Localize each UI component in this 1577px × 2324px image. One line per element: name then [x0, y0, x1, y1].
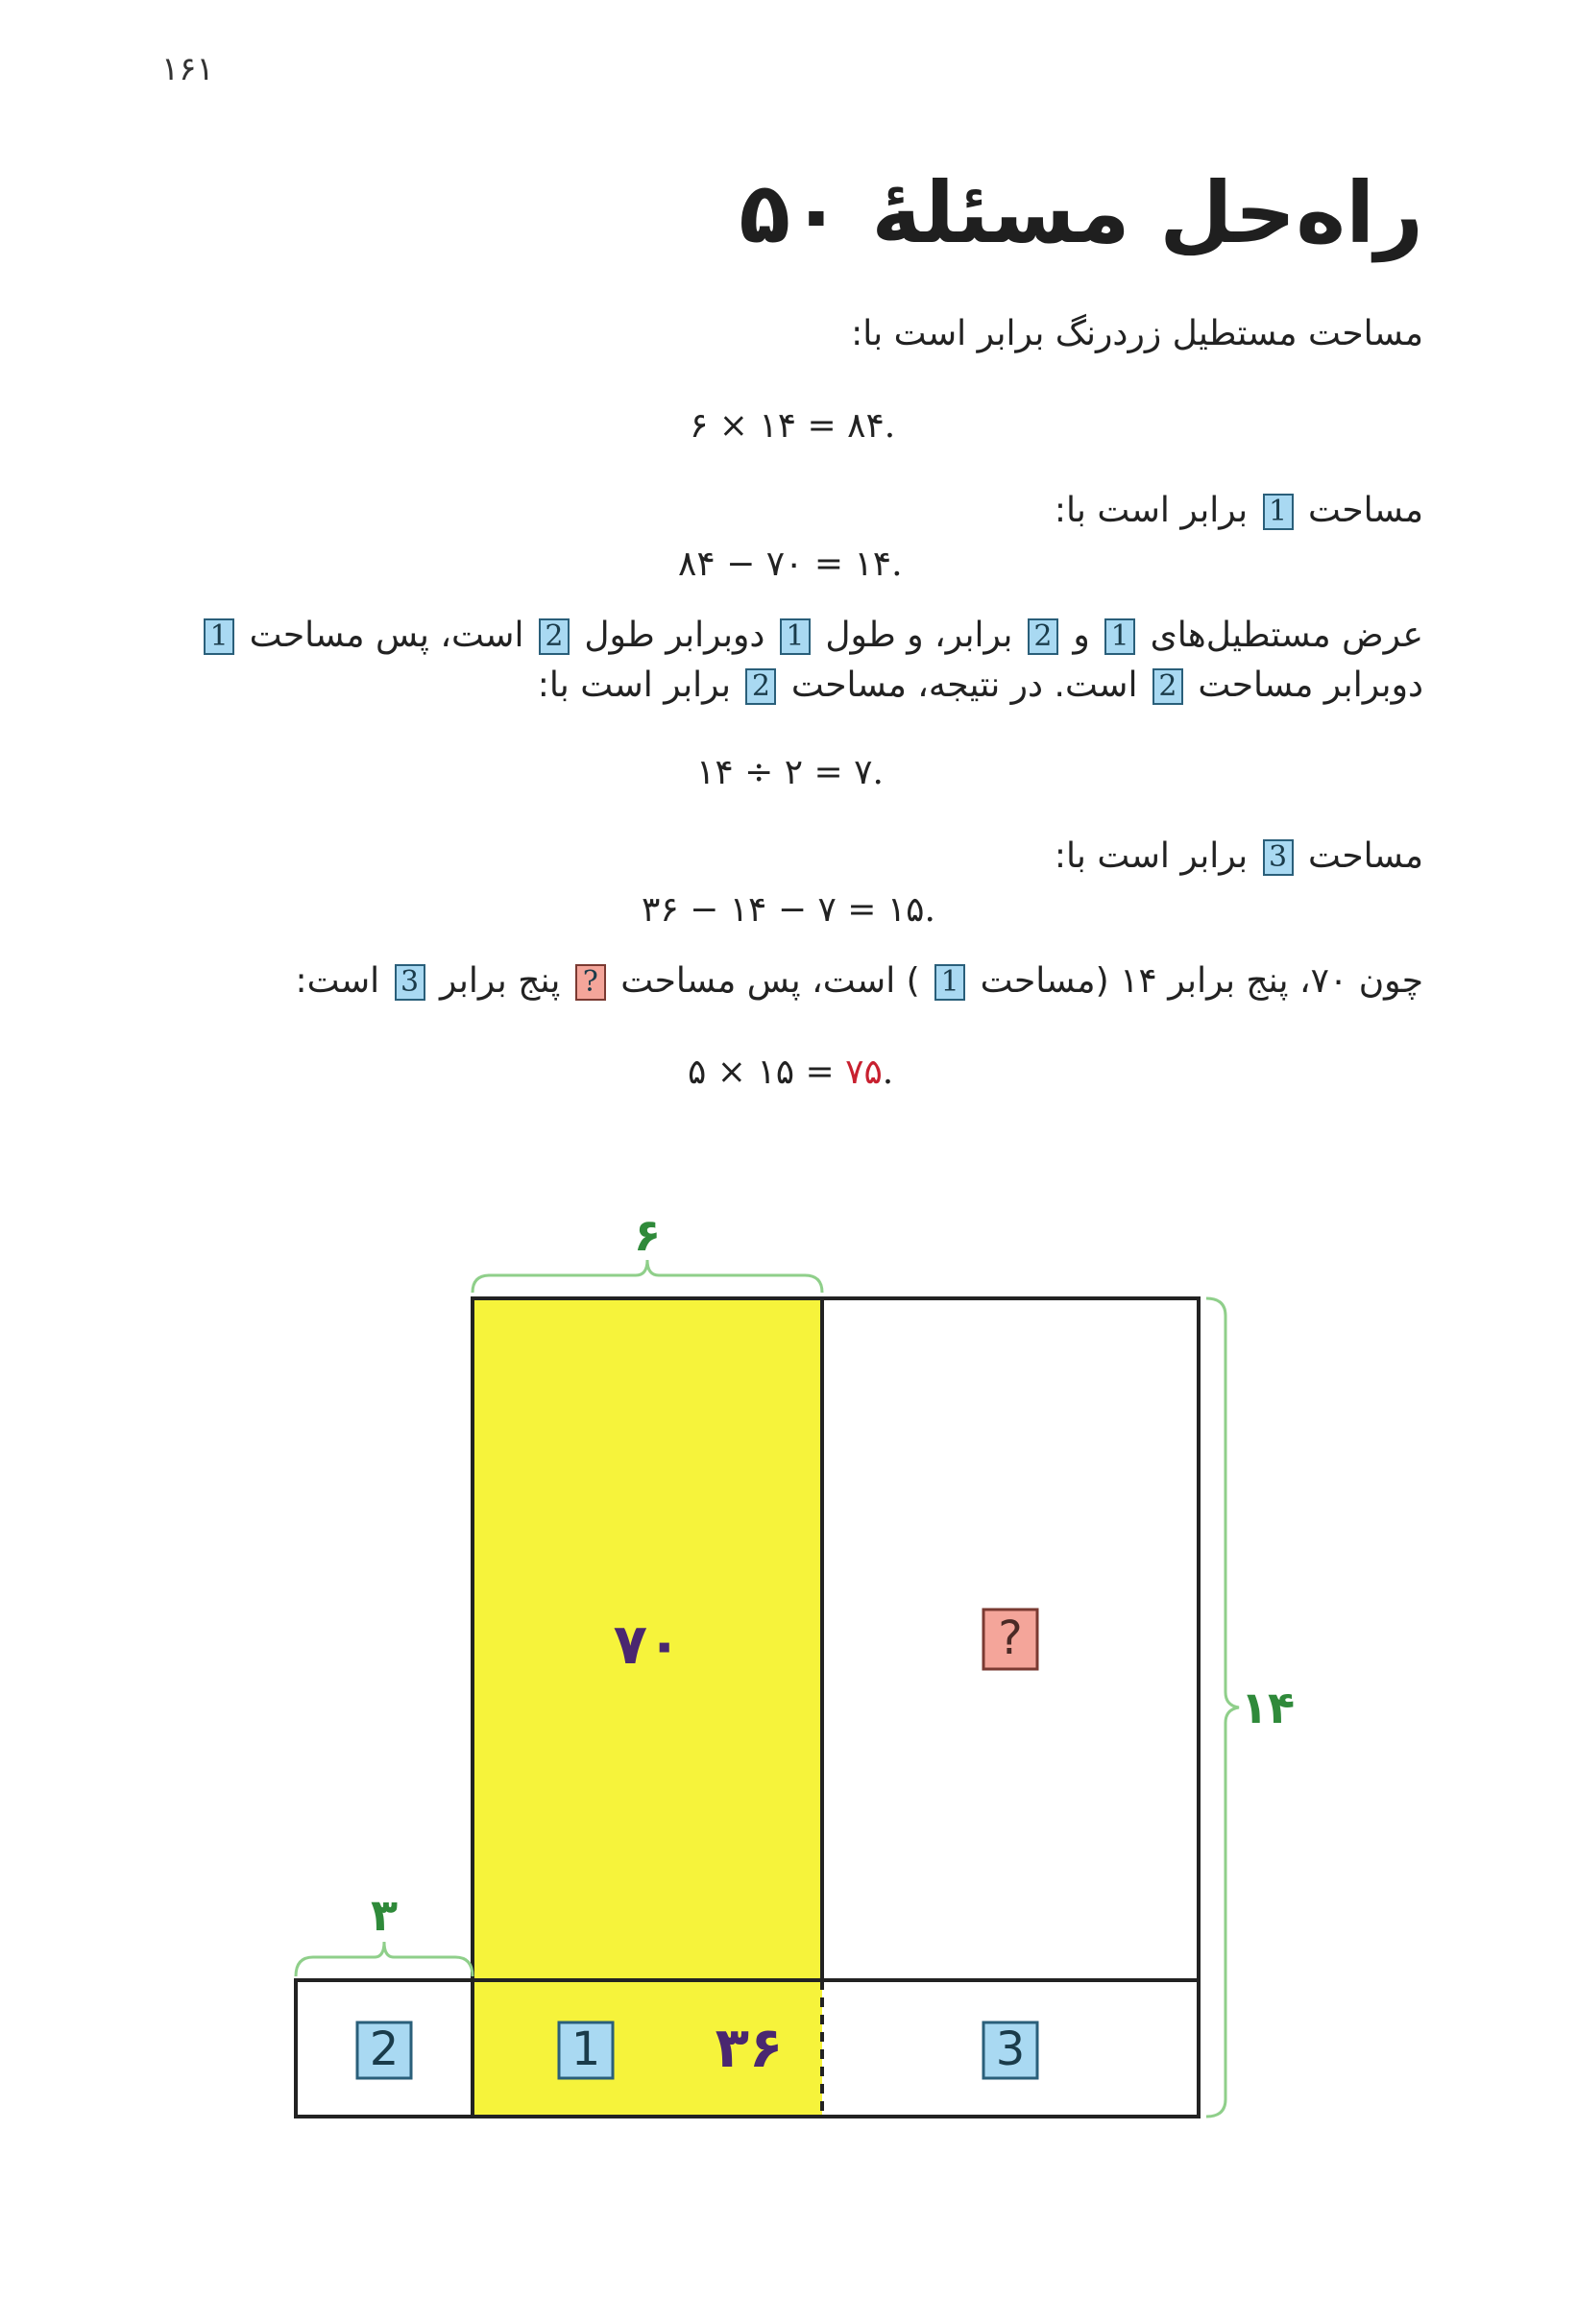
equation-3: ۱۴ ÷ ۲ = ۷. [696, 753, 884, 792]
text-equals: برابر است با: [537, 666, 731, 705]
text-double-area: دوبرابر مساحت [1198, 666, 1423, 705]
text-therefore: است. در نتیجه، مساحت [790, 666, 1138, 705]
box-two: 2 [539, 618, 570, 655]
box-three: 3 [1263, 839, 1294, 876]
figure-box-1-label: 1 [570, 2022, 601, 2076]
box-two: 2 [1028, 618, 1058, 655]
brace-width [473, 1260, 822, 1293]
box-one: 1 [204, 618, 234, 655]
label-strip-area: ۳۶ [715, 2015, 784, 2080]
box-one: 1 [1263, 494, 1294, 530]
page-number: ۱۶۱ [161, 50, 214, 88]
equation-5-end: . [882, 1053, 894, 1092]
brace-height [1206, 1298, 1239, 2117]
label-height: ۱۴ [1240, 1682, 1296, 1733]
equation-5-lhs: ۵ × ۱۵ = [688, 1053, 846, 1092]
label-small: ۳ [370, 1889, 399, 1941]
equation-2: ۸۴ − ۷۰ = ۱۴. [678, 545, 903, 584]
brace-small [296, 1942, 473, 1976]
text-yellow-area: مساحت مستطیل زردرنگ برابر است با: [851, 314, 1423, 353]
text-five-times: پنج برابر [440, 961, 561, 1001]
label-width: ۶ [633, 1209, 662, 1261]
figure-box-question-label: ? [998, 1611, 1023, 1665]
text-area: مساحت [1308, 836, 1423, 876]
text-and: و [1073, 616, 1090, 655]
text-equal-length: برابر، و طول [825, 616, 1013, 655]
box-one: 1 [934, 964, 965, 1001]
text-equals: برابر است با: [1054, 491, 1249, 530]
label-yellow-area: ۷۰ [613, 1611, 682, 1677]
equation-1: ۶ × ۱۴ = ۸۴. [690, 406, 896, 446]
box-question: ? [575, 964, 606, 1001]
box-one: 1 [1104, 618, 1135, 655]
box-two: 2 [745, 668, 776, 705]
yellow-rectangle [473, 1298, 822, 2117]
equation-4: ۳۶ − ۱۴ − ۷ = ۱۵. [642, 890, 935, 930]
answer: ۷۵ [845, 1053, 883, 1092]
text-since: چون ۷۰، پنج برابر ۱۴ (مساحت [980, 961, 1423, 1001]
text-double-length: دوبرابر طول [584, 616, 765, 655]
text-so-area: است، پس مساحت [249, 616, 524, 655]
text-equals: برابر است با: [1054, 836, 1249, 876]
box-one: 1 [780, 618, 811, 655]
box-three: 3 [395, 964, 425, 1001]
figure-box-2-label: 2 [369, 2022, 400, 2076]
text-widths: عرض مستطیل‌های [1150, 616, 1423, 655]
text-is: است: [295, 961, 380, 1001]
text-so-area: ) است، پس مساحت [620, 961, 920, 1001]
page-title: راه‌حل مسئلهٔ ۵۰ [739, 163, 1423, 262]
figure-box-3-label: 3 [995, 2022, 1026, 2076]
box-two: 2 [1152, 668, 1183, 705]
text-area: مساحت [1308, 491, 1423, 530]
